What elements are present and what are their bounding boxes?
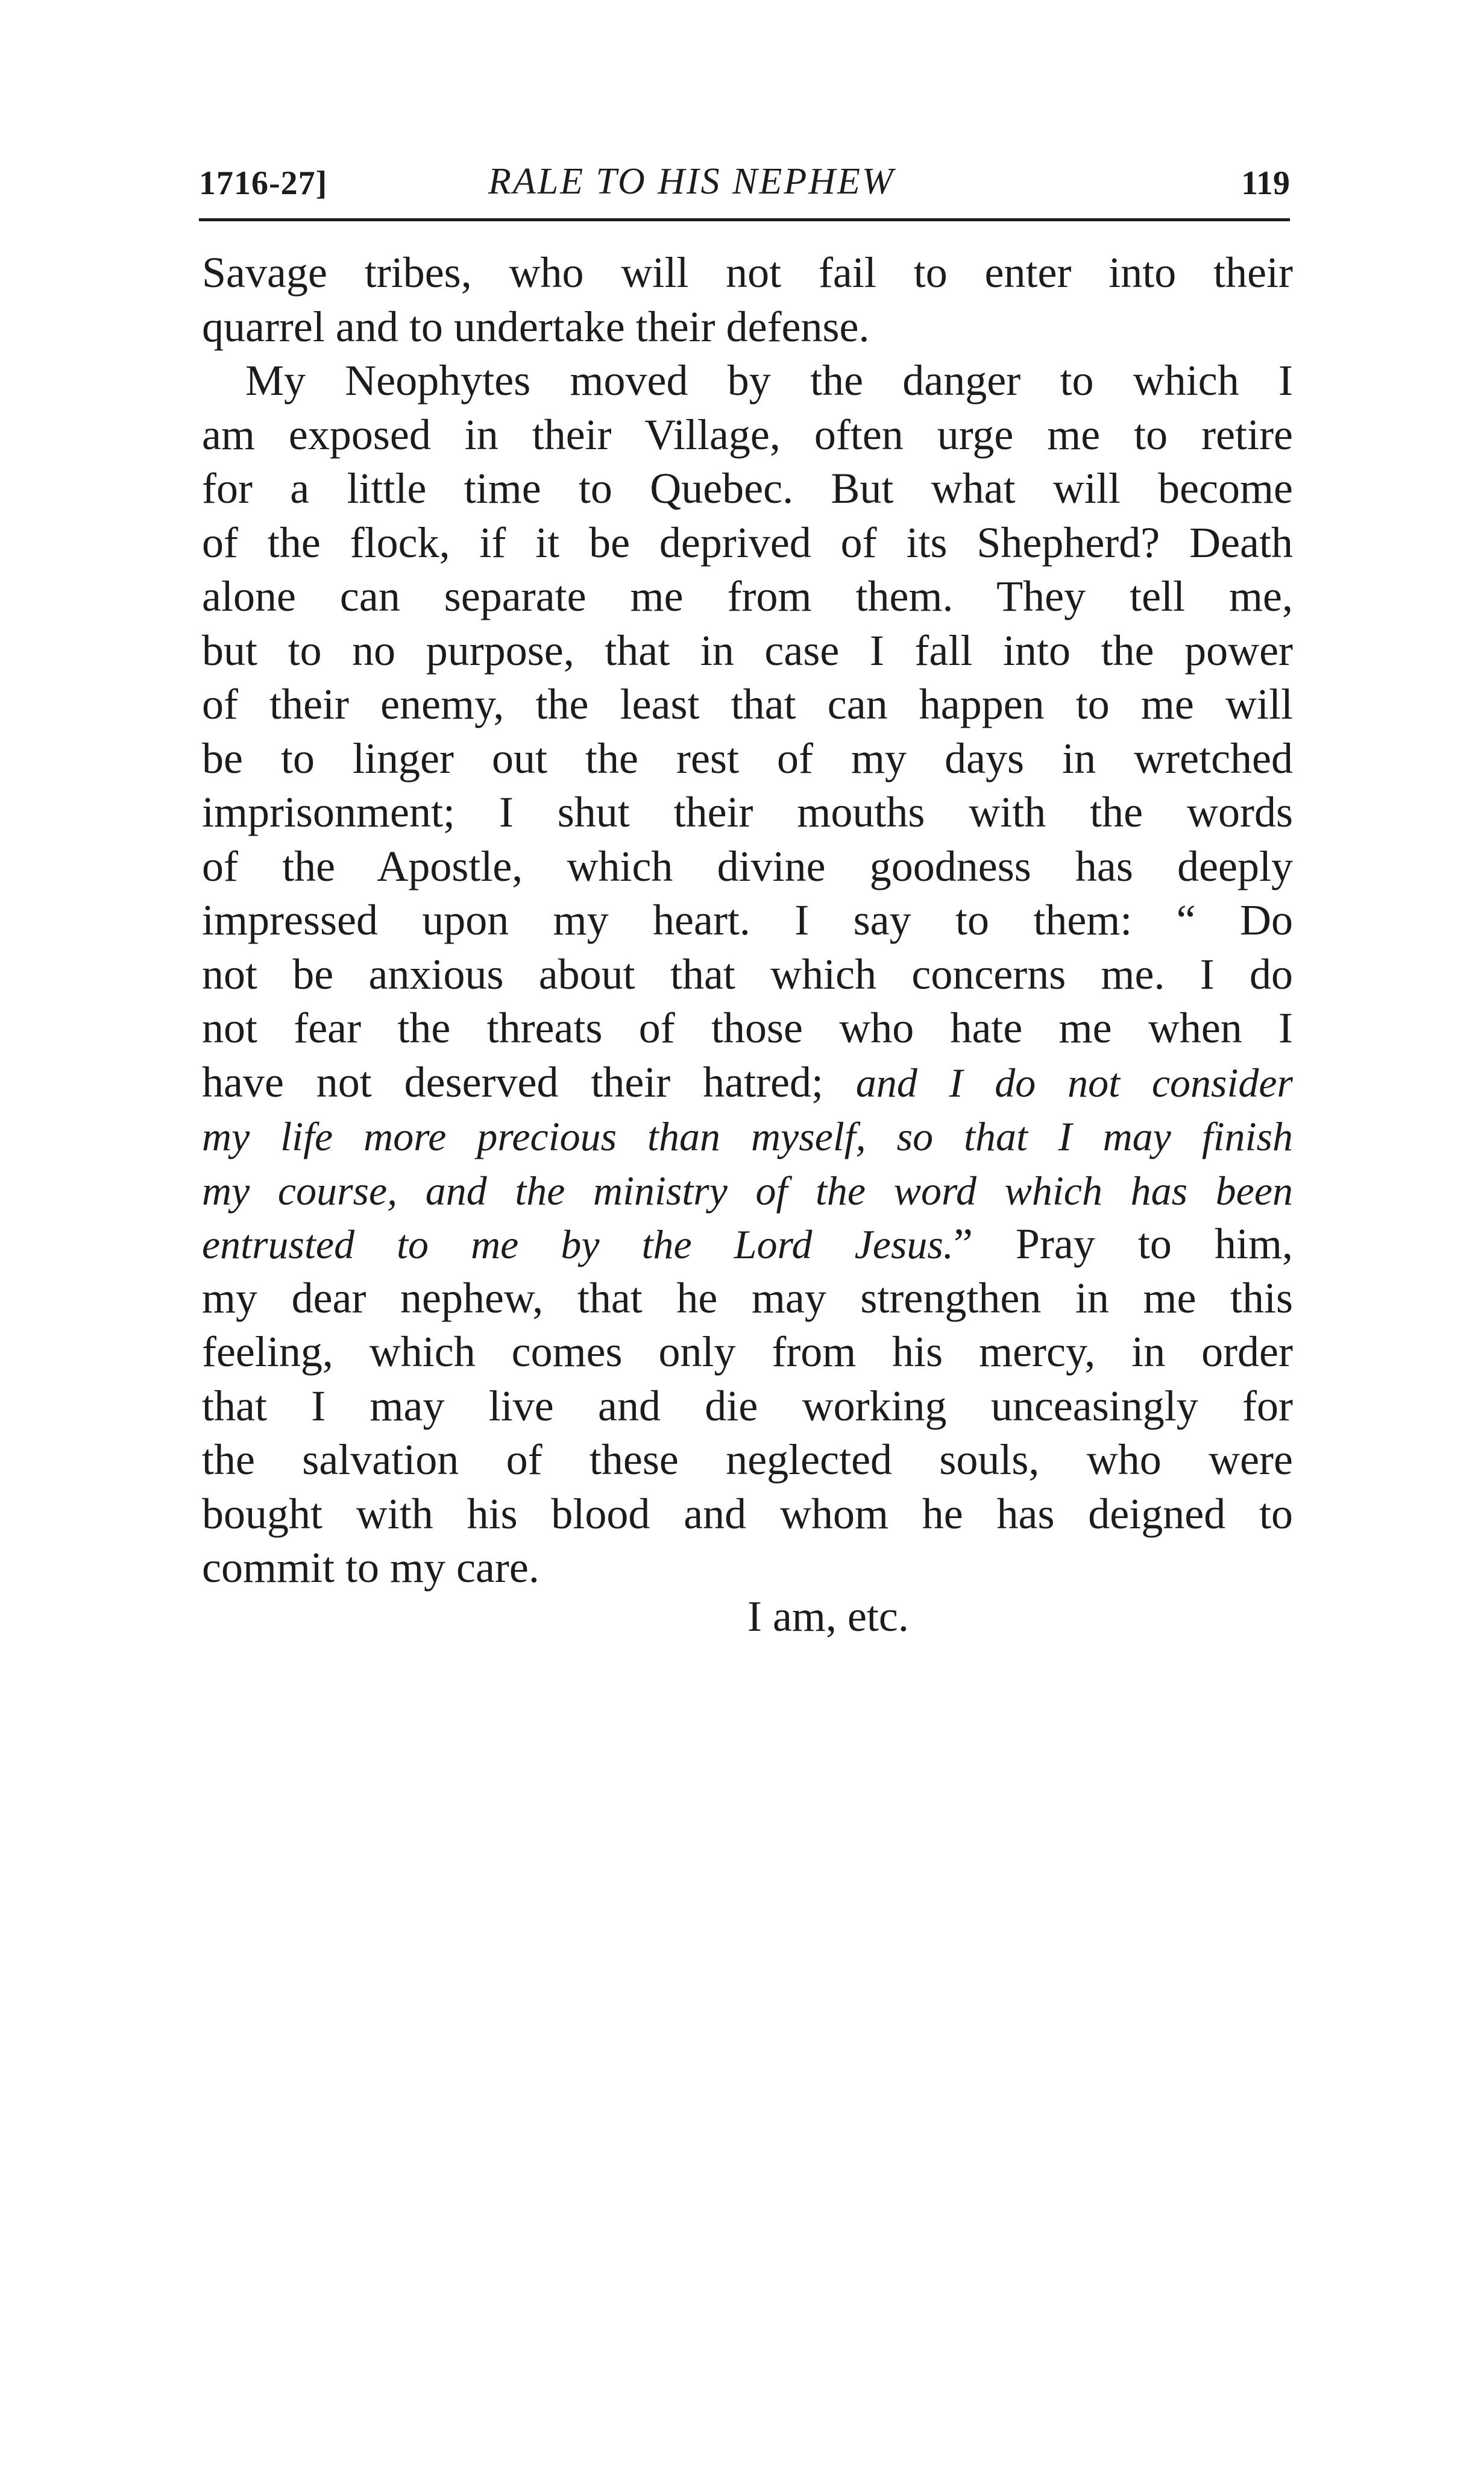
text-line — [202, 893, 1293, 948]
text-line — [202, 1217, 1293, 1271]
line-tail: ” Pray to him, — [953, 1220, 1293, 1268]
line-text: have not deserved their hatred; — [202, 1057, 824, 1106]
text-line — [202, 732, 1293, 786]
line-text: for a little time to Quebec. But what will become — [202, 464, 1293, 512]
line-text: My Neophytes moved by the danger to which I — [245, 356, 1293, 405]
text-line — [202, 1433, 1293, 1487]
line-text: that I may live and die working unceasingly for — [202, 1381, 1293, 1430]
text-line — [202, 678, 1293, 732]
text-line — [202, 1056, 1293, 1110]
text-line — [202, 948, 1293, 1002]
text-line — [202, 1164, 1293, 1218]
text-line — [202, 354, 1293, 408]
line-italic: my life more precious than myself, so that I may finish — [202, 1114, 1293, 1159]
line-text: commit to my care. — [202, 1543, 539, 1592]
text-line — [202, 1109, 1293, 1164]
text-line — [202, 570, 1293, 624]
text-line — [202, 462, 1293, 516]
line-text: of the flock, if it be deprived of its Shepherd? Death — [202, 518, 1293, 567]
line-text: alone can separate me from them. They tell me, — [202, 572, 1293, 620]
line-text: of their enemy, the least that can happen to me will — [202, 680, 1293, 728]
line-text: but to no purpose, that in case I fall into the power — [202, 626, 1293, 675]
line-text: the salvation of these neglected souls, who were — [202, 1435, 1293, 1484]
line-text: my dear nephew, that he may strengthen in me this — [202, 1273, 1293, 1322]
line-italic-tail: and I do not consider — [855, 1059, 1294, 1106]
line-text: be to linger out the rest of my days in wretched — [202, 734, 1293, 783]
text-line — [202, 516, 1293, 570]
running-header — [199, 158, 1290, 206]
closing-line: I am, etc. — [747, 1592, 909, 1640]
text-line — [202, 1379, 1293, 1434]
text-line — [202, 246, 1293, 300]
text-line — [202, 1271, 1293, 1326]
line-text: feeling, which comes only from his mercy, in order — [202, 1328, 1293, 1376]
line-text: am exposed in their Village, often urge me to retire — [202, 410, 1293, 459]
text-line — [202, 624, 1293, 678]
text-line — [202, 1001, 1293, 1056]
text-line — [202, 408, 1293, 462]
line-text: of the Apostle, which divine goodness has deeply — [202, 842, 1293, 890]
text-line — [202, 300, 1293, 354]
text-line — [202, 1541, 1293, 1595]
line-italic: entrusted to me by the Lord Jesus. — [202, 1221, 954, 1267]
text-line — [202, 1325, 1293, 1379]
text-line — [202, 786, 1293, 840]
letter-body — [202, 246, 1293, 1595]
header-date-range: 1716-27] — [199, 165, 328, 202]
line-text: imprisonment; I shut their mouths with the words — [202, 788, 1293, 836]
header-rule — [199, 218, 1290, 221]
line-text: impressed upon my heart. I say to them: “ Do — [202, 896, 1293, 944]
line-text: bought with his blood and whom he has deigned to — [202, 1489, 1293, 1538]
line-text: quarrel and to undertake their defense. — [202, 302, 870, 351]
line-text: not fear the threats of those who hate me when I — [202, 1004, 1293, 1052]
text-line — [202, 1487, 1293, 1542]
line-italic: my course, and the ministry of the word which has been — [202, 1167, 1293, 1214]
text-line — [202, 840, 1293, 894]
line-text: not be anxious about that which concerns me. I do — [202, 950, 1293, 998]
header-title: RALE TO HIS NEPHEW — [488, 161, 895, 202]
line-text: Savage tribes, who will not fail to enter into their — [202, 248, 1293, 297]
page-number: 119 — [1241, 165, 1290, 202]
